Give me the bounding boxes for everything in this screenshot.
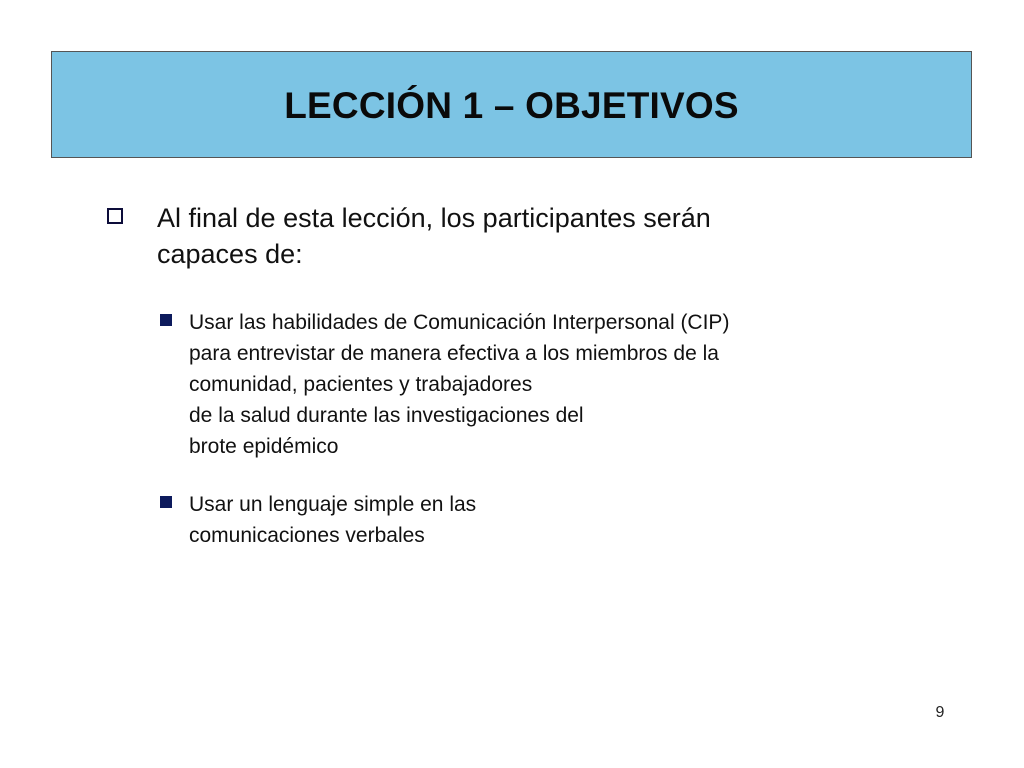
objective-line: Usar las habilidades de Comunicación Interpersonal (CIP) <box>189 311 730 334</box>
hollow-square-icon <box>107 208 123 224</box>
objective-line: Usar un lenguaje simple en las <box>189 493 477 516</box>
objective-line: comunidad, pacientes y trabajadores <box>189 373 533 396</box>
slide-title: LECCIÓN 1 – OBJETIVOS <box>284 84 739 126</box>
title-banner <box>51 51 972 158</box>
objective-line: de la salud durante las investigaciones del <box>189 404 584 427</box>
objective-line: comunicaciones verbales <box>189 524 425 547</box>
intro-line: capaces de: <box>157 239 303 269</box>
objective-line: brote epidémico <box>189 435 339 458</box>
filled-square-icon <box>160 314 172 326</box>
intro-line: Al final de esta lección, los participantes serán <box>157 203 711 233</box>
intro-text <box>157 200 857 272</box>
filled-square-icon <box>160 496 172 508</box>
objective-text <box>189 307 879 462</box>
objective-line: para entrevistar de manera efectiva a los miembros de la <box>189 342 719 365</box>
objective-text <box>189 489 879 551</box>
page-number: 9 <box>935 704 945 721</box>
